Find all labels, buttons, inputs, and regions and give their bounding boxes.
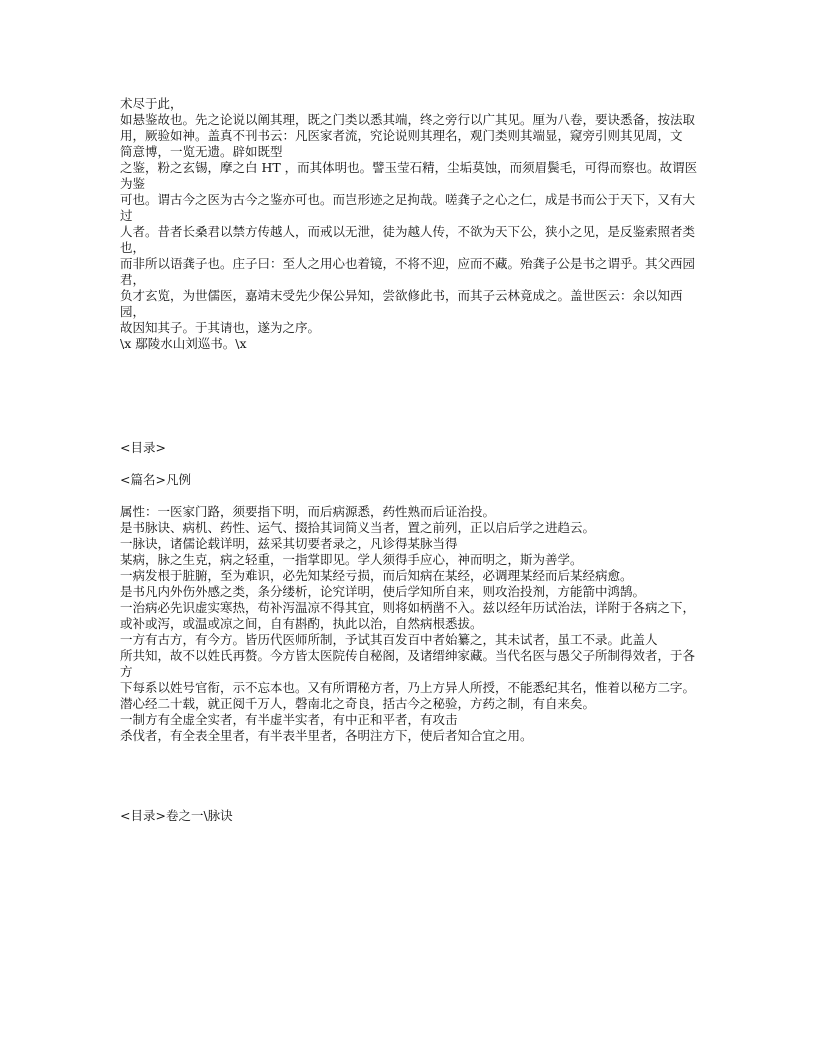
- fanli-line: 潜心经二十载，就正阅千万人，磬南北之奇良，括古今之秘验，方药之制，有自来矣。: [120, 696, 596, 711]
- preface-line: 故因知其子。于其请也，遂为之序。: [120, 320, 321, 335]
- fanli-line: 一脉诀，诸儒论载详明，兹采其切要者录之，凡诊得某脉当得: [120, 536, 458, 551]
- next-chapter-heading: <目录>卷之一\脉诀: [120, 808, 233, 823]
- fanli-line: 是书脉诀、病机、药性、运气、掇拾其词简义当者，置之前列，正以启后学之进趋云。: [120, 520, 596, 535]
- fanli-line: 杀伐者，有全表全里者，有半表半里者，各明注方下，使后者知合宜之用。: [120, 728, 533, 743]
- fanli-line: 属性：一医家门路，须要指下明，而后病源悉，药性熟而后证治投。: [120, 504, 496, 519]
- section-spacer: [120, 744, 700, 808]
- preface-line: 而非所以语龚子也。庄子曰：至人之用心也着镜，不将不迎，应而不藏。殆龚子公是书之谓乎。其父西园君，: [120, 256, 696, 287]
- document-page: [120, 96, 700, 824]
- toc-heading: <目录>: [120, 440, 166, 455]
- preface-line: 可也。谓古今之医为古今之鉴亦可也。而岂形迹之足拘哉。嗟龚子之心之仁，成是书而公于天下，又有大过: [120, 192, 696, 223]
- section-spacer: [120, 352, 700, 440]
- fanli-line: 一方有古方，有今方。皆历代医师所制，予试其百发百中者始纂之，其未试者，虽工不录。此盖人: [120, 632, 658, 647]
- fanli-line: 下每系以姓号官衔，示不忘本也。又有所谓秘方者，乃上方异人所授，不能悉纪其名，惟着以秘方二字。: [120, 680, 696, 695]
- fanli-line: 一制方有全虚全实者，有半虚半实者，有中正和平者，有攻击: [120, 712, 458, 727]
- fanli-line: 一治病必先识虚实寒热，苟补泻温凉不得其宜，则将如柄凿不入。兹以经年历试治法，详附于各病之下，或补或泻，或温或凉之间，自有斟酌，执此以治，自然病根悉拔。: [120, 600, 696, 631]
- fanli-line: 一病发根于脏腑，至为难识，必先知某经亏损，而后知病在某经，必调理某经而后某经病愈。: [120, 568, 633, 583]
- preface-line: 如悬鉴故也。先之论说以阐其理，既之门类以悉其端，终之旁行以广其见。厘为八卷，要诀悉备，按法取: [120, 112, 696, 127]
- preface-line: 术尽于此，: [120, 96, 183, 111]
- fanli-line: 是书凡内外伤外感之类，条分缕析，论究详明，使后学知所自来，则攻治投剂，方能箭中鸿鹄。: [120, 584, 646, 599]
- section-spacer: [120, 456, 700, 472]
- preface-section: [120, 96, 700, 352]
- preface-line: 人者。昔者长桑君以禁方传越人，而戒以无泄，徒为越人传，不欲为天下公，狭小之见，是反鉴索照者类也，: [120, 224, 696, 255]
- fanli-section: [120, 504, 700, 744]
- fanli-line: 某病，脉之生克，病之轻重，一指掌即见。学人须得手应心，神而明之，斯为善学。: [120, 552, 583, 567]
- section-spacer: [120, 488, 700, 504]
- preface-line: 用，厥验如神。盖真不刊书云：凡医家者流，究论说则其理名，观门类则其端显，窥旁引则其见周，文: [120, 128, 683, 143]
- preface-line: 负才玄览，为世儒医，嘉靖末受先少保公异知，尝欲修此书，而其子云林竟成之。盖世医云：余以知西园，: [120, 288, 683, 319]
- preface-line: 简意博，一览无遗。辟如既型: [120, 144, 283, 159]
- chapter-heading: <篇名>凡例: [120, 472, 191, 487]
- fanli-line: 所共知，故不以姓氏再赘。今方皆太医院传自秘阁，及诸缙绅家藏。当代名医与愚父子所制得效者，于各方: [120, 648, 696, 679]
- preface-line: 之鉴，粉之玄锡，摩之白 HT ，而其体明也。譬玉莹石精，尘垢莫蚀，而须眉鬓毛，可得而察也。故谓医为鉴: [120, 160, 698, 191]
- preface-signature: \x 鄢陵水山刘巡书。\x: [120, 336, 247, 351]
